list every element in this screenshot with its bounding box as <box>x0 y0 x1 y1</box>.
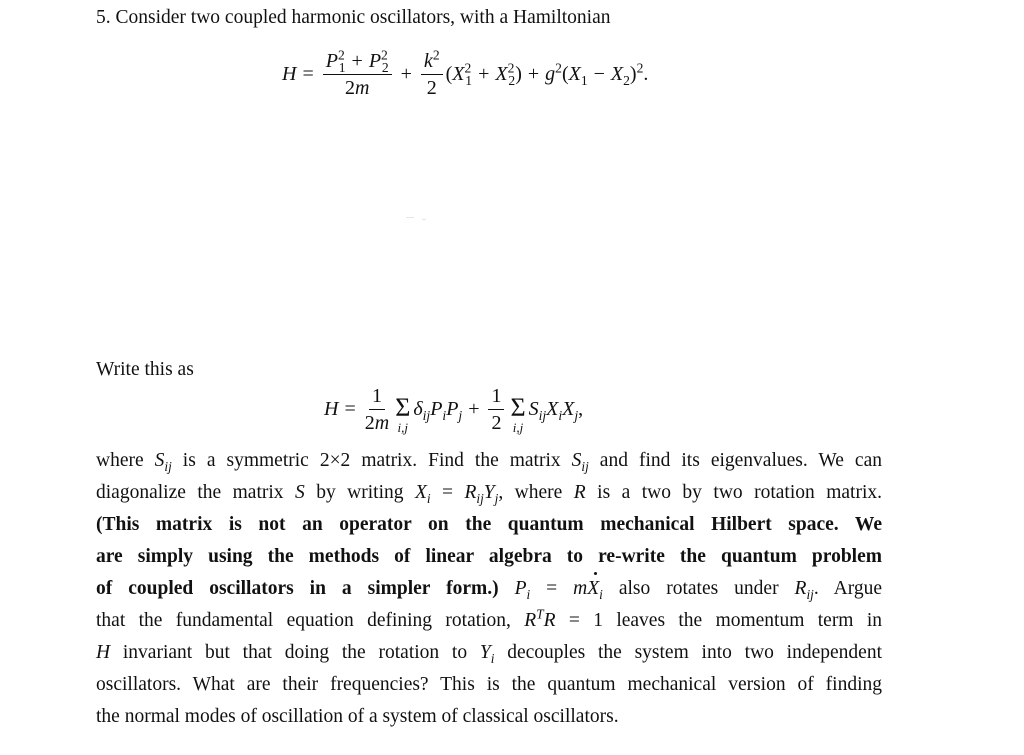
body-line-3-bold: (This matrix is not an operator on the quantum mechanical Hilbert space. We <box>96 514 882 535</box>
eq1-lhs: H <box>282 62 297 85</box>
eq2-sum-2 <box>510 395 525 435</box>
eq1-potential-fraction <box>421 46 443 99</box>
hamiltonian-equation <box>282 44 648 104</box>
eq1-kinetic-denominator: 2m <box>344 76 370 99</box>
scan-artifact <box>406 217 414 218</box>
sigma-icon: Σ <box>395 393 411 422</box>
sigma-icon: Σ <box>510 393 526 422</box>
body-line-7: H invariant but that doing the rotation to $Y_i$ decouples the system into two independent <box>96 642 882 666</box>
eq1-potential-numerator: $k^2$ <box>421 50 443 75</box>
eq2-fraction-1 <box>365 385 389 434</box>
problem-intro <box>96 4 882 32</box>
body-line-1: where $S_{ij}$ is a symmetric 2×2 matrix. Find the matrix $S_{ij}$ and find its eigenvalues. We can <box>96 450 882 474</box>
body-line-5: of coupled oscillators in a simpler form.) $P_i = mX_i$ also rotates under $R_{ij}$. Argue <box>96 573 882 605</box>
eq1-kinetic-numerator: $P^2_1 + P^2_2$ <box>323 50 392 75</box>
eq2-sum2-limits: i,j <box>512 420 524 435</box>
eq2-term-1: $\delta_{ij}P_iP_j$ <box>413 397 463 423</box>
matrix-hamiltonian-equation <box>324 378 583 440</box>
eq1-plus: + <box>400 62 412 85</box>
eq2-term-2: $S_{ij}X_iX_j$, <box>528 397 584 423</box>
eq2-frac1-denominator: 2m <box>364 411 390 434</box>
body-line-4-bold: are simply using the methods of linear algebra to re-write the quantum problem <box>96 546 882 567</box>
eq2-sum-1 <box>395 395 410 435</box>
eq2-lhs: H <box>324 397 339 420</box>
intro-text: Consider two coupled harmonic oscillators, with a Hamiltonian <box>115 7 611 28</box>
body-line-2: diagonalize the matrix S by writing $X_i = R_{ij}Y_j$, where R is a two by two rotation matrix. <box>96 482 882 506</box>
eq2-sum1-limits: i,j <box>397 420 408 435</box>
eq2-frac2-denominator: 2 <box>491 411 502 434</box>
eq2-equals: = <box>344 397 356 420</box>
eq1-potential-denominator: 2 <box>426 76 437 99</box>
eq1-potential-term: $(X^2_1 + X^2_2)$ <box>445 59 522 88</box>
eq1-plus-2: + <box>527 62 540 85</box>
problem-number: 5. <box>96 7 111 28</box>
eq2-frac1-numerator: 1 <box>369 385 385 410</box>
eq2-frac2-numerator: 1 <box>488 385 504 410</box>
eq2-plus: + <box>468 397 480 420</box>
eq1-coupling-term: $g^2(X_1 - X_2)^2$. <box>545 59 649 88</box>
body-line-9: the normal modes of oscillation of a system of classical oscillators. <box>96 706 619 727</box>
eq2-fraction-2 <box>488 385 504 434</box>
body-line-6: that the fundamental equation defining rotation, $R^TR = 1$ leaves the momentum term in <box>96 606 882 631</box>
problem-body <box>96 445 882 733</box>
scan-artifact <box>422 219 426 220</box>
eq1-kinetic-fraction <box>323 46 392 99</box>
body-line-8: oscillators. What are their frequencies? This is the quantum mechanical version of finding <box>96 674 882 695</box>
write-as-text: Write this as <box>96 359 194 380</box>
eq1-equals: = <box>302 62 314 85</box>
